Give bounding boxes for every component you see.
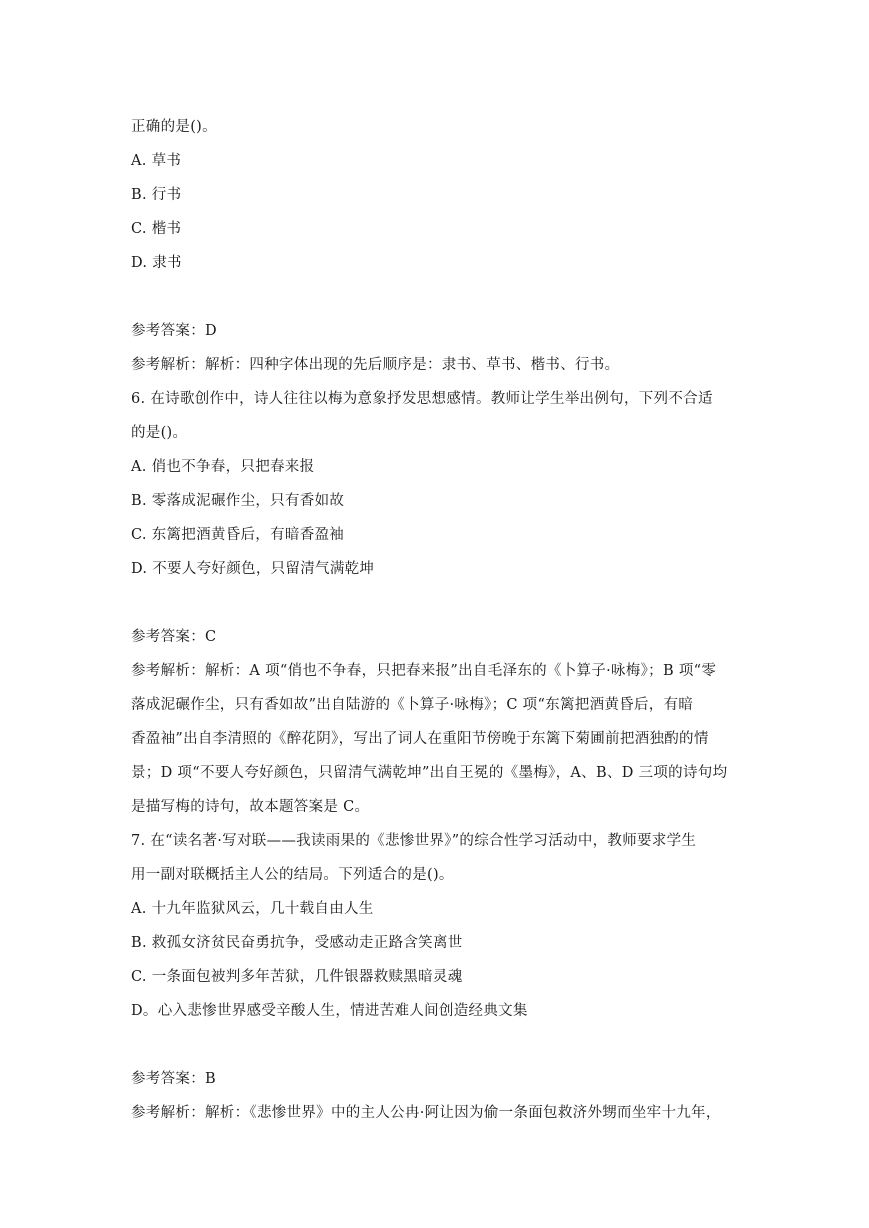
question-5-tail bbox=[131, 110, 751, 382]
reference-answer: 参考答案：B bbox=[131, 1071, 216, 1087]
answer-analysis-line: 落成泥碾作尘，只有香如故”出自陆游的《卜算子·咏梅》；C 项“东篱把酒黄昏后，有暗 bbox=[131, 697, 694, 713]
option-b: B. 行书 bbox=[131, 187, 182, 203]
answer-analysis-line: 香盈袖”出自李清照的《醉花阴》，写出了词人在重阳节傍晚于东篱下菊圃前把酒独酌的情 bbox=[131, 731, 709, 747]
option-d: D. 隶书 bbox=[131, 255, 182, 271]
answer-analysis-line: 参考解析：解析：A 项“俏也不争春，只把春来报”出自毛泽东的《卜算子·咏梅》；B 项“零 bbox=[131, 663, 717, 679]
answer-analysis: 参考解析：解析：四种字体出现的先后顺序是：隶书、草书、楷书、行书。 bbox=[131, 357, 620, 373]
question-stem-line: 7. 在“读名著·写对联——我读雨果的《悲惨世界》”的综合性学习活动中，教师要求学生 bbox=[131, 833, 697, 849]
question-7 bbox=[131, 824, 751, 1130]
option-a: A. 俏也不争春，只把春来报 bbox=[131, 459, 315, 475]
option-c: C. 一条面包被判多年苦狱，几件银器救赎黑暗灵魂 bbox=[131, 969, 463, 985]
option-c: C. 东篱把酒黄昏后，有暗香盈袖 bbox=[131, 527, 345, 543]
option-c: C. 楷书 bbox=[131, 221, 182, 237]
answer-analysis-line: 景；D 项“不要人夸好颜色，只留清气满乾坤”出自王冕的《墨梅》，A、B、D 三项的诗句均 bbox=[131, 765, 728, 781]
option-b: B. 零落成泥碾作尘，只有香如故 bbox=[131, 493, 345, 509]
option-a: A. 草书 bbox=[131, 153, 182, 169]
question-stem-end: 正确的是()。 bbox=[131, 119, 217, 135]
question-stem-line: 6. 在诗歌创作中，诗人往往以梅为意象抒发思想感情。教师让学生举出例句，下列不合适 bbox=[131, 391, 713, 407]
option-b: B. 救孤女济贫民奋勇抗争，受感动走正路含笑离世 bbox=[131, 935, 463, 951]
spacer bbox=[131, 1028, 751, 1062]
question-6 bbox=[131, 382, 751, 824]
question-stem-line: 用一副对联概括主人公的结局。下列适合的是()。 bbox=[131, 867, 454, 883]
document-page bbox=[131, 110, 751, 1130]
question-stem-line: 的是()。 bbox=[131, 425, 188, 441]
spacer bbox=[131, 586, 751, 620]
option-d: D。心入悲惨世界感受辛酸人生，情进苦难人间创造经典文集 bbox=[131, 1003, 528, 1019]
option-a: A. 十九年监狱风云，几十载自由人生 bbox=[131, 901, 374, 917]
reference-answer: 参考答案：C bbox=[131, 629, 217, 645]
spacer bbox=[131, 280, 751, 314]
option-d: D. 不要人夸好颜色，只留清气满乾坤 bbox=[131, 561, 375, 577]
reference-answer: 参考答案：D bbox=[131, 323, 217, 339]
answer-analysis-line: 是描写梅的诗句，故本题答案是 C。 bbox=[131, 799, 370, 815]
answer-analysis-line: 参考解析：解析：《悲惨世界》中的主人公冉·阿让因为偷一条面包救济外甥而坐牢十九年， bbox=[131, 1105, 721, 1121]
